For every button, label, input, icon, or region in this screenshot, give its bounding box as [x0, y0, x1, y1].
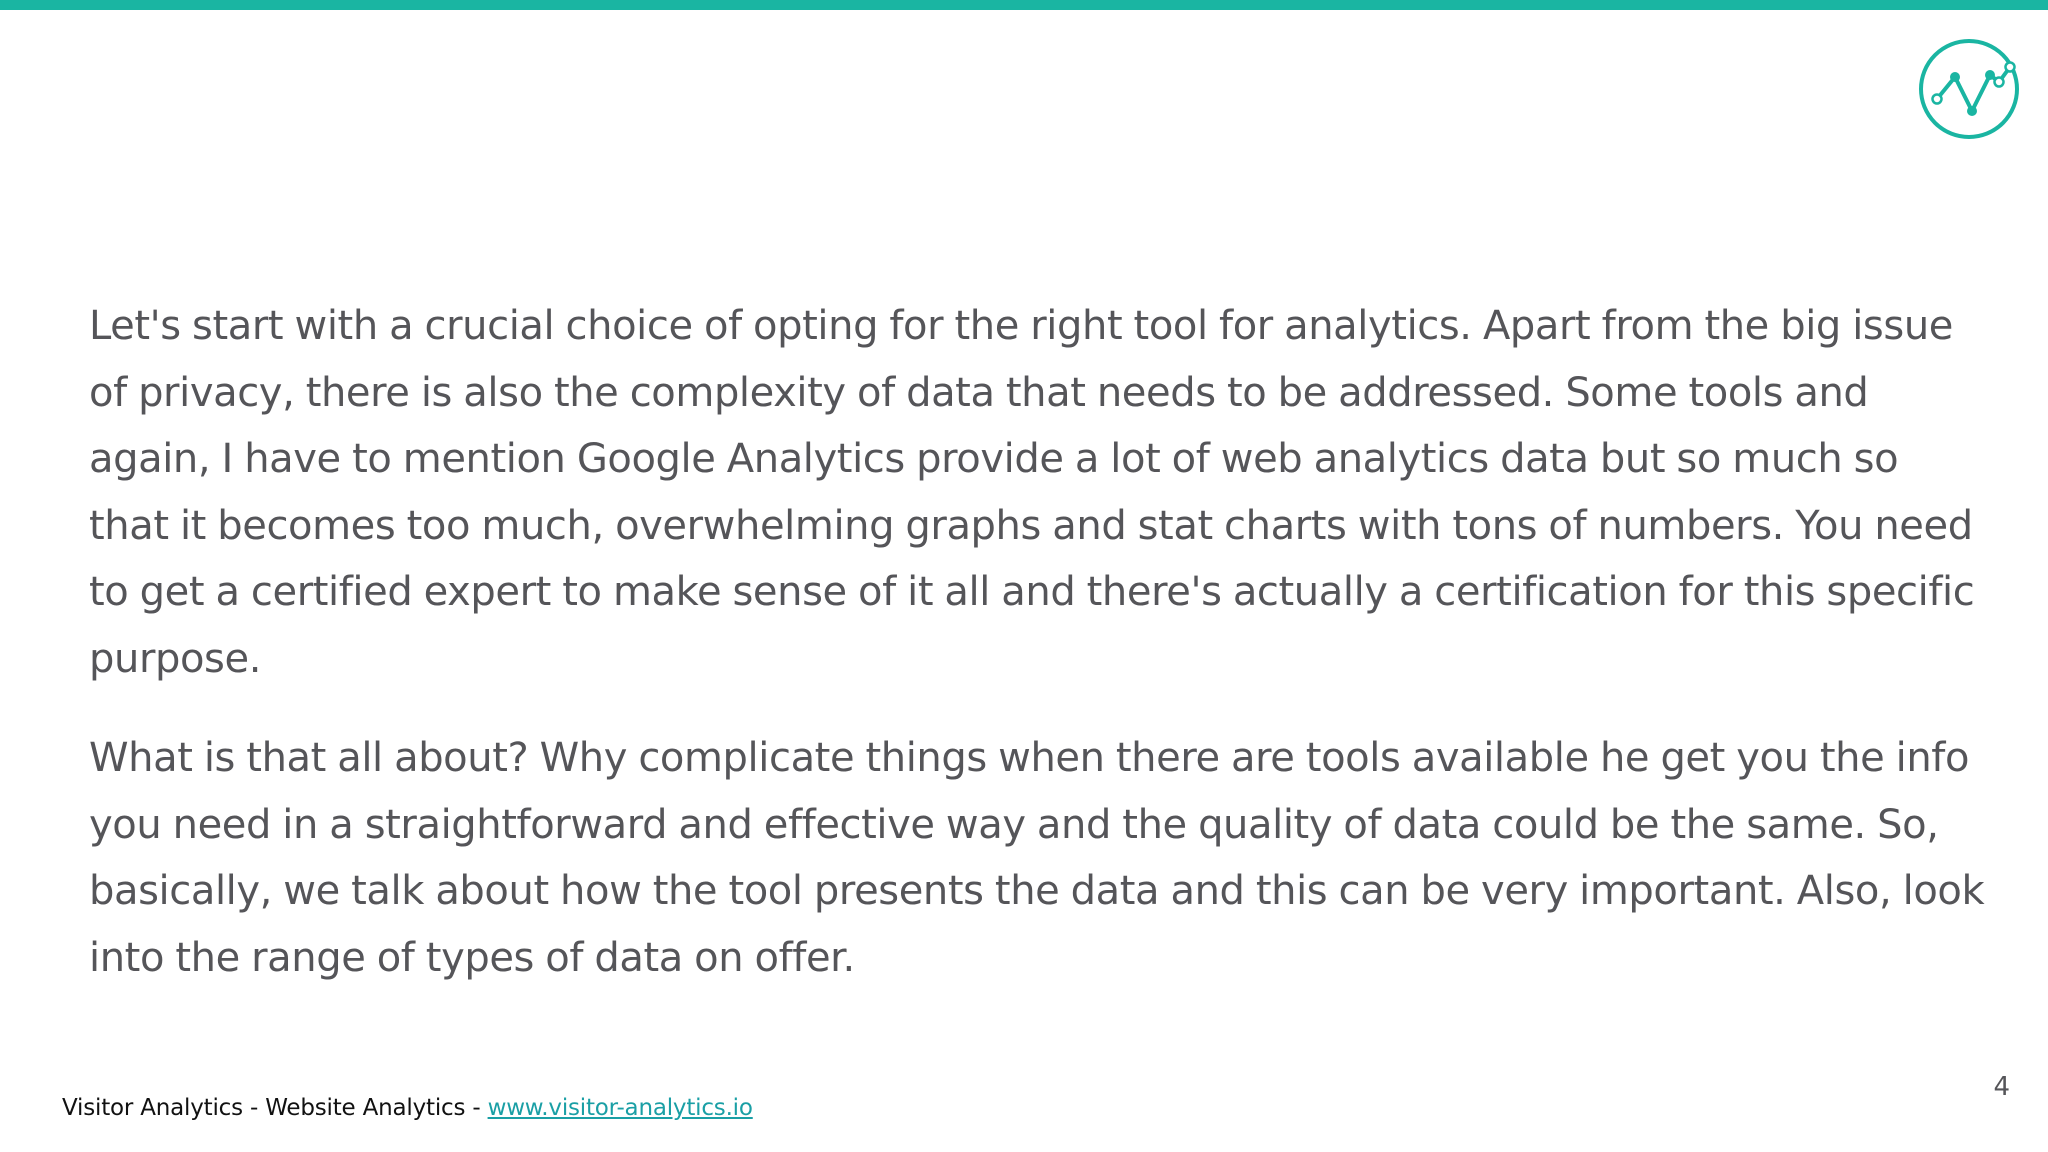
footer — [62, 1095, 753, 1121]
body-paragraph-2: What is that all about? Why complicate things when there are tools available he get you the info you need in a straightforward and effective way and the quality of data could be the same. So, basically, we talk about how the tool presents the data and this can be very important. Also, look into the range of types of data on offer. — [89, 735, 1985, 981]
footer-website-link[interactable]: www.visitor-analytics.io — [487, 1095, 753, 1121]
slide-body — [89, 293, 1989, 1024]
body-paragraph-1: Let's start with a crucial choice of opting for the right tool for analytics. Apart from the big issue of privacy, there is also the complexity of data that needs to be addressed. Some tools and again, I have to mention Google Analytics provide a lot of web analytics data but so much so that it becomes too much, overwhelming graphs and stat charts with tons of numbers. You need to get a certified expert to make sense of it all and there's actually a certification for this specific purpose. — [89, 303, 1975, 682]
page-number: 4 — [1993, 1072, 2010, 1102]
line-chart-logo-icon — [1918, 38, 2020, 140]
footer-text: Visitor Analytics - Website Analytics - — [62, 1095, 488, 1121]
top-accent-bar — [0, 0, 2048, 10]
